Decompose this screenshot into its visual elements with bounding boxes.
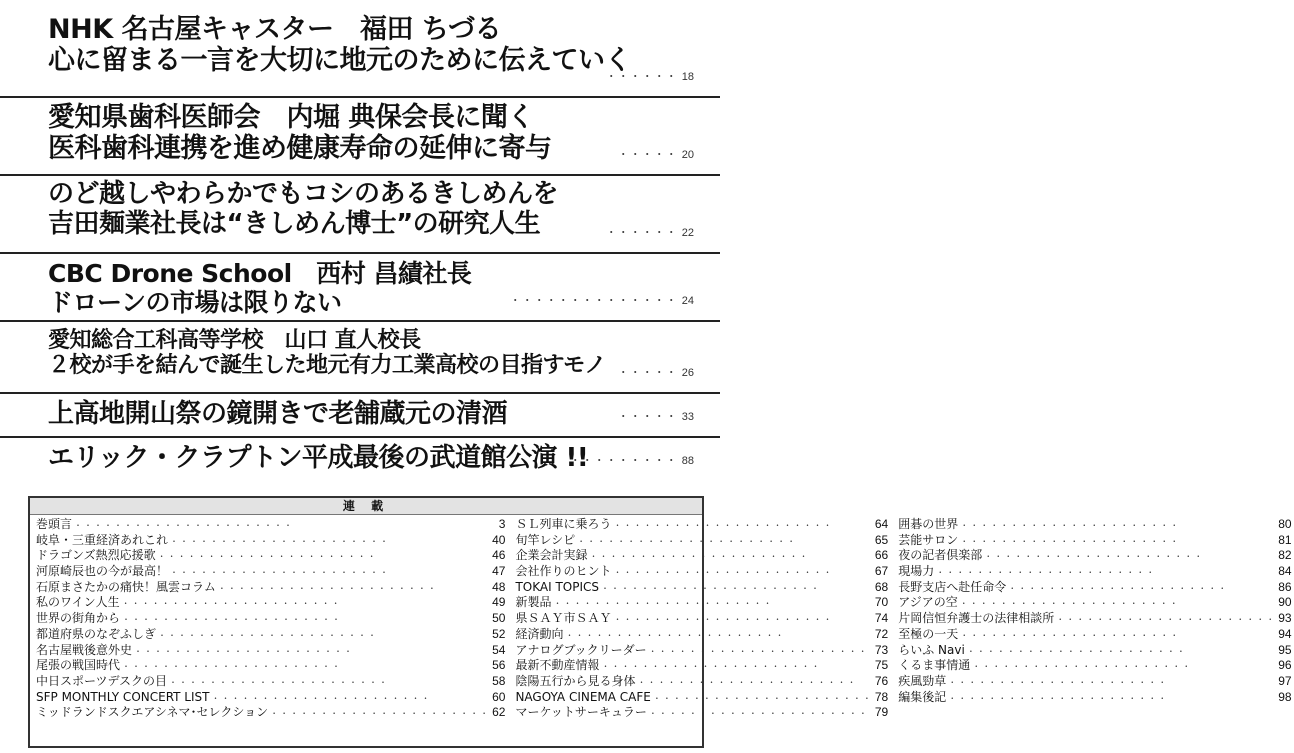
serial-entry-page: 48 [492,579,506,594]
serial-entry-title: 現場力 [898,564,935,579]
serial-entry[interactable] [36,674,505,690]
leader-dots [934,564,1278,581]
serial-entry[interactable] [36,564,505,580]
serial-entry-page: 62 [492,705,506,720]
serial-entry-page: 93 [1278,611,1292,626]
serial-entry-title: らいふ Navi [898,642,965,657]
leader-dots [575,533,875,550]
leader-dots [958,517,1278,534]
serial-entry-title: 私のワイン人生 [36,595,120,610]
serial-entry-page: 78 [874,689,889,704]
serial-entry-title: 最新不動産情報 [515,658,600,673]
serial-entry-page: 79 [874,705,889,720]
serial-entry-page: 97 [1278,673,1292,688]
page-number: ・・・・・ 20 [617,149,694,161]
serial-entry[interactable] [515,611,888,627]
serial-entry[interactable] [515,658,888,674]
serial-entry[interactable] [36,705,505,721]
serial-entry-title: 尾張の戦国時代 [36,658,121,673]
leader-dots [216,580,492,597]
serial-entry[interactable] [515,548,888,564]
serial-entry-title: くるま事情通 [898,658,971,673]
serial-entry[interactable] [36,627,505,643]
toc-article[interactable] [0,96,720,174]
leader-dots [611,517,874,534]
serial-entry-page: 60 [492,689,506,704]
serial-entry-page: 73 [874,642,889,657]
toc-article[interactable] [0,0,720,96]
serial-entry-title: 疾風勁草 [898,673,947,688]
leader-dots [647,643,875,660]
serial-entry[interactable] [36,690,505,706]
serial-entry-title: 中日スポーツデスクの目 [36,673,168,688]
toc-article[interactable] [0,436,720,480]
serial-columns [30,515,1292,721]
serial-entry-title: 編集後記 [898,689,947,704]
leader-dots [1006,580,1278,597]
serial-entry[interactable] [515,674,888,690]
leader-dots [168,564,492,581]
serial-entry[interactable] [515,517,888,533]
page-number: ・・・・・・・・・・・・・・ 24 [509,295,694,307]
leader-dots [958,533,1278,550]
leader-dots [551,595,874,612]
page-number: ・・・・・・ 22 [605,227,694,239]
toc-article[interactable] [0,392,720,436]
leader-dots [1054,611,1278,628]
leader-dots [599,580,875,597]
serial-entry-title: 石原まさたかの痛快！風雲コラム [36,579,216,594]
serial-entry[interactable] [898,533,1291,549]
page-number: ・・・・・ 33 [617,411,694,423]
serial-entry-page: 82 [1278,548,1292,563]
serial-entry[interactable] [36,533,505,549]
serial-entry-page: 66 [874,548,889,563]
leader-dots [599,658,874,675]
serial-entry-title: 会社作りのヒント [515,564,612,579]
serial-entry[interactable] [36,595,505,611]
leader-dots [587,548,874,565]
leader-dots [651,690,875,707]
serial-entry[interactable] [898,580,1291,596]
leader-dots [611,564,874,581]
serial-entry-page: 46 [492,548,506,563]
serial-entry-title: 新製品 [515,595,552,610]
serial-entry-title: 芸能サロン [898,532,959,547]
serial-entry[interactable] [515,580,888,596]
serial-entry[interactable] [36,643,505,659]
serial-entry-title: ＳＬ列車に乗ろう [515,517,612,531]
serial-title: 連 載 [30,498,702,515]
serial-entry[interactable] [898,611,1291,627]
serial-entry-title: 陰陽五行から見る身体 [515,673,636,688]
serial-entry-page: 90 [1278,595,1292,610]
leader-dots [72,517,499,534]
serial-entry-title: 名古屋戦後意外史 [36,642,133,657]
serial-entry[interactable] [898,548,1291,564]
serial-entry[interactable] [898,674,1291,690]
serial-entry-page: 96 [1278,658,1292,673]
serial-entry-title: 都道府県のなぞふしぎ [36,626,157,641]
serial-entry-title: 囲碁の世界 [898,517,959,531]
toc-article[interactable] [0,320,720,392]
article-headline: ドローンの市場は限りない [48,287,342,317]
article-headline: のど越しやわらかでもコシのあるきしめんを [48,179,559,209]
serial-entry[interactable] [515,690,888,706]
serial-entry[interactable] [36,580,505,596]
leader-dots [958,595,1278,612]
leader-dots [946,690,1278,707]
leader-dots [156,627,492,644]
toc-article[interactable] [0,252,720,320]
serial-entry-title: マーケットサーキュラー [515,705,647,720]
serial-entry-title: 旬竿レシピ [515,532,576,547]
table-of-contents [0,0,720,480]
serial-entry-title: 河原崎辰也の今が最高！ [36,564,169,579]
leader-dots [563,627,874,644]
toc-article[interactable] [0,174,720,252]
serial-entry-page: 68 [874,579,889,594]
serial-entry-page: 65 [874,532,889,547]
article-headline: CBC Drone School 西村 昌績社長 [48,259,472,288]
serial-entry-page: 80 [1278,517,1292,531]
serial-entry[interactable] [36,611,505,627]
serial-entry-page: 56 [492,658,506,673]
leader-dots [635,674,874,691]
serial-entry-page: 70 [874,595,889,610]
article-headline: 上高地開山祭の鏡開きで老舗蔵元の清酒 [48,399,508,429]
serial-entry-title: 至極の一天 [898,626,959,641]
leader-dots [611,611,874,628]
serial-entry-page: 95 [1278,642,1292,657]
serial-entry-title: ドラゴンズ熱烈応援歌 [36,548,156,563]
serial-entry[interactable] [898,517,1291,533]
serial-column [515,517,898,721]
serial-entry-page: 3 [498,517,506,531]
serial-entry-page: 67 [874,564,889,579]
serial-entry-title: 岐阜・三重経済あれこれ [36,532,169,547]
leader-dots [167,674,492,691]
serial-entry-title: 経済動向 [515,626,564,641]
serial-entry-page: 94 [1278,626,1292,641]
article-headline: NHK 名古屋キャスター 福田 ちづる [48,14,502,45]
serial-entry[interactable] [898,643,1291,659]
serial-entry-page: 72 [874,626,889,641]
serial-entry[interactable] [515,564,888,580]
article-headline: 吉田麺業社長は“きしめん博士”の研究人生 [48,208,541,239]
serial-entry-page: 58 [492,673,506,688]
serial-entry-page: 98 [1278,689,1292,704]
article-headline: エリック・クラプトン平成最後の武道館公演 !! [48,443,589,473]
serial-entry[interactable] [515,643,888,659]
article-headline: 医科歯科連携を進め健康寿命の延伸に寄与 [48,133,552,165]
serial-entry-page: 86 [1278,579,1292,594]
serial-entry-title: アナログブックリーダー [515,642,647,657]
serial-entry-title: 県ＳＡＹ市ＳＡＹ [515,611,612,626]
serial-entry[interactable] [898,627,1291,643]
serial-entry[interactable] [898,564,1291,580]
leader-dots [168,533,492,550]
serial-entry-page: 84 [1278,564,1292,579]
serial-entry-title: TOKAI TOPICS [515,579,599,594]
serial-entry[interactable] [515,627,888,643]
leader-dots [970,658,1278,675]
article-headline: ２校が手を結んで誕生した地元有力工業高校の目指すモノ [48,353,606,379]
leader-dots [156,548,492,565]
serial-entry-page: 52 [492,626,506,641]
serial-entry-page: 64 [874,517,889,531]
serial-entry[interactable] [515,595,888,611]
page-number: ・・・・・ 26 [617,367,694,379]
leader-dots [982,548,1278,565]
serial-entry-title: NAGOYA CINEMA CAFE [515,689,651,704]
serial-entry-page: 50 [492,611,506,626]
serial-entry-title: アジアの空 [898,595,958,610]
serial-entry[interactable] [898,690,1291,706]
serial-column [898,517,1293,721]
serial-entry-title: 片岡信恒弁護士の法律相談所 [898,611,1055,626]
leader-dots [132,643,492,660]
leader-dots [946,674,1278,691]
serial-entry-title: ミッドランドスクエアシネマ･セレクション [36,705,269,720]
serial-entry[interactable] [36,548,505,564]
leader-dots [965,643,1278,660]
serial-entry-page: 47 [492,564,506,579]
serial-entry[interactable] [36,517,505,533]
serial-entry[interactable] [515,533,888,549]
serial-entry-page: 76 [874,673,889,688]
serial-entry-title: 巻頭言 [36,517,73,531]
serial-entry[interactable] [898,658,1291,674]
leader-dots [120,658,492,675]
page-number: ・・・・・・・・・ 88 [569,455,694,467]
serial-entry-title: 世界の街角から [36,611,121,626]
article-headline: 愛知県歯科医師会 内堀 典保会長に聞く [48,102,534,133]
leader-dots [120,611,492,628]
serial-entry[interactable] [515,705,888,721]
leader-dots [958,627,1278,644]
serial-entry-title: 長野支店へ赴任命令 [898,579,1007,594]
leader-dots [647,705,875,722]
serial-column [36,517,515,721]
serial-entry-title: 企業会計実録 [515,548,588,563]
article-headline: 愛知総合工科高等学校 山口 直人校長 [48,328,421,353]
serial-entry-page: 40 [492,532,506,547]
serial-entry-page: 75 [874,658,889,673]
serial-entry-title: SFP MONTHLY CONCERT LIST [36,689,210,704]
serial-box [28,496,1292,748]
article-headline: 心に留まる一言を大切に地元のために伝えていく [48,45,631,77]
serial-entry-page: 81 [1278,532,1292,547]
serial-entry-title: 夜の記者倶楽部 [898,548,983,563]
serial-entry-page: 54 [492,642,506,657]
page-number: ・・・・・・ 18 [605,71,694,83]
serial-entry[interactable] [898,595,1291,611]
leader-dots [209,690,492,707]
serial-entry[interactable] [36,658,505,674]
leader-dots [120,595,492,612]
serial-entry-page: 74 [874,611,889,626]
serial-entry-page: 49 [492,595,506,610]
leader-dots [268,705,492,722]
